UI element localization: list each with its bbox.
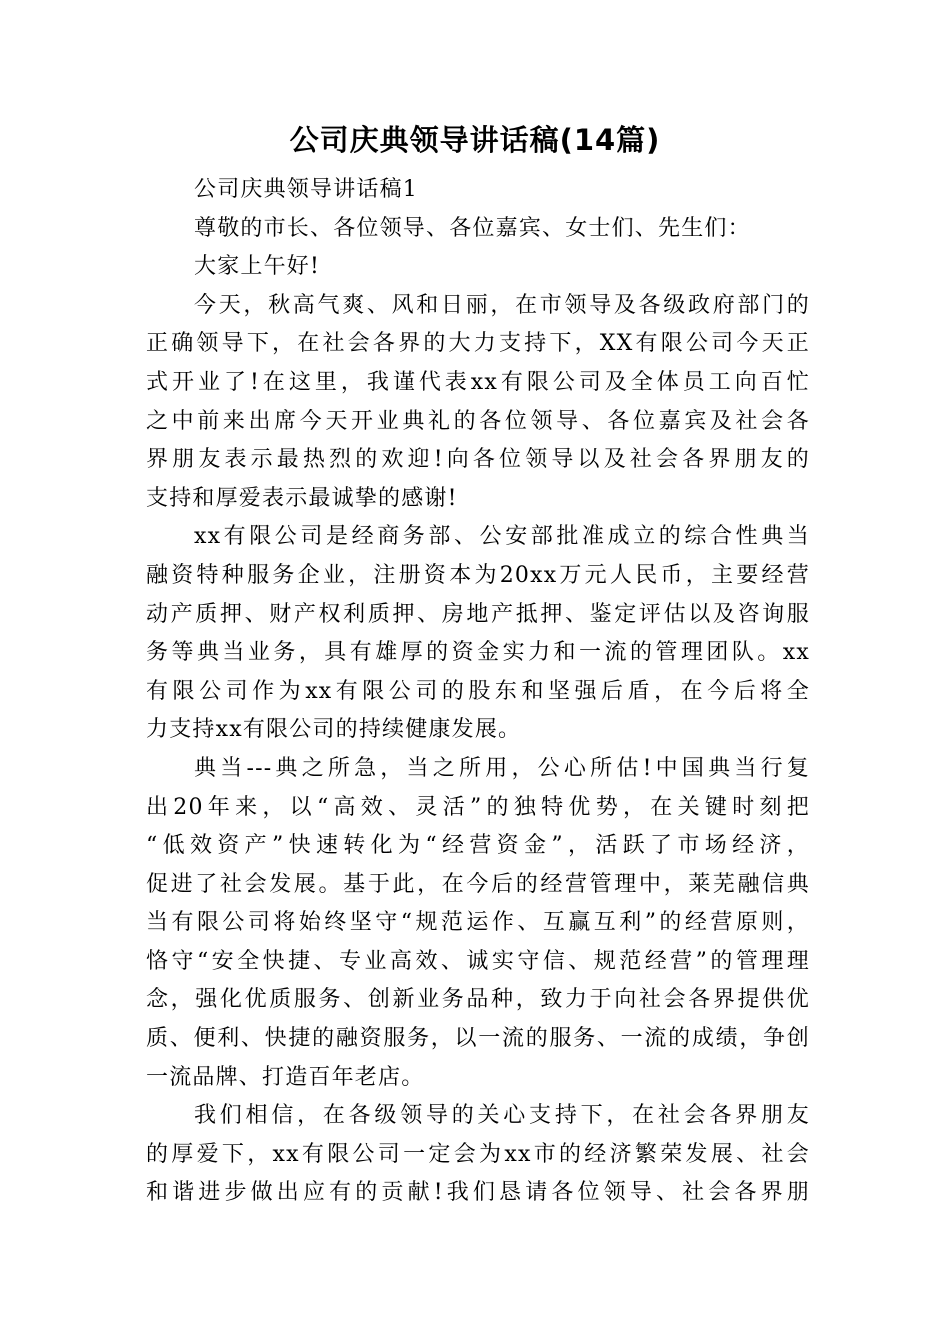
document-body [146,171,810,1213]
paragraph-line: 念，强化优质服务、创新业务品种，致力于向社会各界提供优 [146,987,810,1013]
paragraph-line: “低效资产”快速转化为“经营资金”，活跃了市场经济， [146,833,810,859]
paragraph-line: 质、便利、快捷的融资服务，以一流的服务、一流的成绩，争创 [146,1026,810,1052]
paragraph-line: 式开业了!在这里，我谨代表xx有限公司及全体员工向百忙 [146,369,810,395]
document-title: 公司庆典领导讲话稿(14篇) [289,123,661,157]
paragraph-line: 我们相信，在各级领导的关心支持下，在社会各界朋友 [194,1103,810,1129]
paragraph-line: 促进了社会发展。基于此，在今后的经营管理中，莱芜融信典 [146,871,810,897]
paragraph-line: 当有限公司将始终坚守“规范运作、互赢互利”的经营原则， [146,910,810,936]
paragraph-line: 支持和厚爱表示最诚挚的感谢! [146,485,458,511]
paragraph-line: 今天，秋高气爽、风和日丽，在市领导及各级政府部门的 [194,292,810,318]
paragraph-line: 典当---典之所急，当之所用，公心所估!中国典当行复 [194,755,810,781]
paragraph-line: 动产质押、财产权利质押、房地产抵押、鉴定评估以及咨询服 [146,601,810,627]
section-heading: 公司庆典领导讲话稿1 [194,177,418,202]
paragraph-line: 有限公司作为xx有限公司的股东和坚强后盾，在今后将全 [146,678,810,704]
paragraph-line: 的厚爱下，xx有限公司一定会为xx市的经济繁荣发展、社会 [146,1141,810,1167]
paragraph-line: 务等典当业务，具有雄厚的资金实力和一流的管理团队。xx [146,640,810,666]
paragraph-line: 一流品牌、打造百年老店。 [146,1064,425,1090]
paragraph-line: 之中前来出席今天开业典礼的各位领导、各位嘉宾及社会各 [146,408,810,434]
paragraph-line: 界朋友表示最热烈的欢迎!向各位领导以及社会各界朋友的 [146,447,810,473]
paragraph-line: 和谐进步做出应有的贡献!我们恳请各位领导、社会各界朋 [146,1180,810,1206]
paragraph-line: 恪守“安全快捷、专业高效、诚实守信、规范经营”的管理理 [146,948,810,974]
paragraph-line: 正确领导下，在社会各界的大力支持下，XX有限公司今天正 [146,331,810,357]
greeting-line: 大家上午好! [194,254,321,280]
salutation-line: 尊敬的市长、各位领导、各位嘉宾、女士们、先生们： [194,215,751,241]
paragraph-line: 出20年来，以“高效、灵活”的独特优势，在关键时刻把 [146,794,810,820]
paragraph-line: 力支持xx有限公司的持续健康发展。 [146,717,522,743]
paragraph-line: xx有限公司是经商务部、公安部批准成立的综合性典当 [194,524,810,550]
paragraph-line: 融资特种服务企业，注册资本为20xx万元人民币，主要经营 [146,562,810,588]
